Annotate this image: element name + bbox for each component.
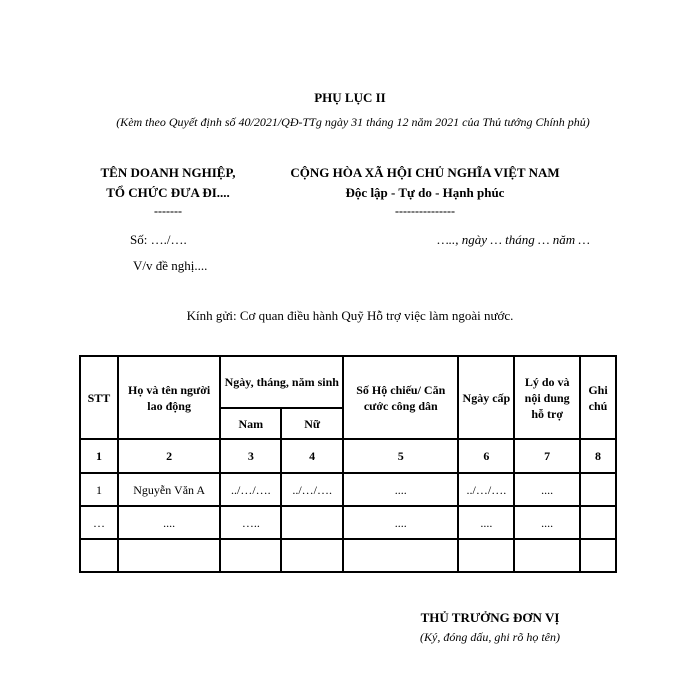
table-cell: .... bbox=[343, 473, 458, 506]
table-cell bbox=[580, 473, 616, 506]
table-cell: ….. bbox=[220, 506, 281, 539]
organization-separator: ------- bbox=[154, 204, 182, 218]
table-cell bbox=[458, 539, 514, 572]
table-cell: ../…/…. bbox=[220, 473, 281, 506]
recipient-line: Kính gửi: Cơ quan điều hành Quỹ Hỗ trợ việc làm ngoài nước. bbox=[186, 308, 514, 323]
table-row bbox=[80, 473, 616, 506]
worker-table bbox=[79, 355, 617, 573]
header-reason: Lý do và nội dung hỗ trợ bbox=[514, 356, 580, 439]
table-cell bbox=[281, 539, 343, 572]
table-cell bbox=[580, 539, 616, 572]
national-header bbox=[265, 163, 585, 219]
table-cell bbox=[118, 539, 220, 572]
header-female: Nữ bbox=[281, 408, 343, 439]
table-cell: 7 bbox=[514, 439, 580, 473]
header-stt: STT bbox=[80, 356, 118, 439]
national-motto: Độc lập - Tự do - Hạnh phúc bbox=[345, 185, 505, 200]
signature-title: THỦ TRƯỞNG ĐƠN VỊ bbox=[420, 610, 560, 625]
organization-header bbox=[78, 163, 258, 219]
table-cell bbox=[580, 506, 616, 539]
table-cell: 4 bbox=[281, 439, 343, 473]
table-cell: … bbox=[80, 506, 118, 539]
table-cell: .... bbox=[118, 506, 220, 539]
table-row bbox=[80, 539, 616, 572]
header-male: Nam bbox=[220, 408, 281, 439]
table-cell: 5 bbox=[343, 439, 458, 473]
table-cell: 8 bbox=[580, 439, 616, 473]
header-worker-name: Họ và tên người lao động bbox=[118, 356, 220, 439]
organization-name-line2: TỔ CHỨC ĐƯA ĐI.... bbox=[106, 185, 230, 200]
table-row bbox=[80, 439, 616, 473]
table-cell bbox=[80, 539, 118, 572]
table-cell: 2 bbox=[118, 439, 220, 473]
date-line: ….., ngày … tháng … năm … bbox=[437, 232, 590, 247]
table-cell: .... bbox=[343, 506, 458, 539]
table-cell bbox=[514, 539, 580, 572]
table-cell bbox=[220, 539, 281, 572]
header-note: Ghi chú bbox=[580, 356, 616, 439]
header-date-of-birth: Ngày, tháng, năm sinh bbox=[220, 356, 343, 408]
national-separator: --------------- bbox=[395, 204, 455, 218]
table-cell: 1 bbox=[80, 439, 118, 473]
table-cell: 6 bbox=[458, 439, 514, 473]
national-name: CỘNG HÒA XÃ HỘI CHỦ NGHĨA VIỆT NAM bbox=[290, 165, 560, 180]
table-cell: ../…/…. bbox=[281, 473, 343, 506]
table-header-row bbox=[80, 356, 616, 408]
table-row bbox=[80, 506, 616, 539]
table-cell: Nguyễn Văn A bbox=[118, 473, 220, 506]
appendix-subtitle: (Kèm theo Quyết định số 40/2021/QĐ-TTg ngày 31 tháng 12 năm 2021 của Thủ tướng Chính phủ) bbox=[116, 115, 590, 129]
table-cell bbox=[281, 506, 343, 539]
table-cell: ../…/…. bbox=[458, 473, 514, 506]
table-cell: 3 bbox=[220, 439, 281, 473]
header-issue-date: Ngày cấp bbox=[458, 356, 514, 439]
table-cell: .... bbox=[514, 506, 580, 539]
document-number: Số: …./…. bbox=[130, 232, 187, 247]
organization-name-line1: TÊN DOANH NGHIỆP, bbox=[100, 165, 236, 180]
table-cell: .... bbox=[458, 506, 514, 539]
table-cell bbox=[343, 539, 458, 572]
table-cell: .... bbox=[514, 473, 580, 506]
document-subject: V/v đề nghị.... bbox=[133, 258, 208, 273]
table-cell: 1 bbox=[80, 473, 118, 506]
appendix-title: PHỤ LỤC II bbox=[314, 90, 386, 105]
signature-instruction: (Ký, đóng dấu, ghi rõ họ tên) bbox=[420, 630, 560, 644]
header-passport-id: Số Hộ chiếu/ Căn cước công dân bbox=[343, 356, 458, 439]
